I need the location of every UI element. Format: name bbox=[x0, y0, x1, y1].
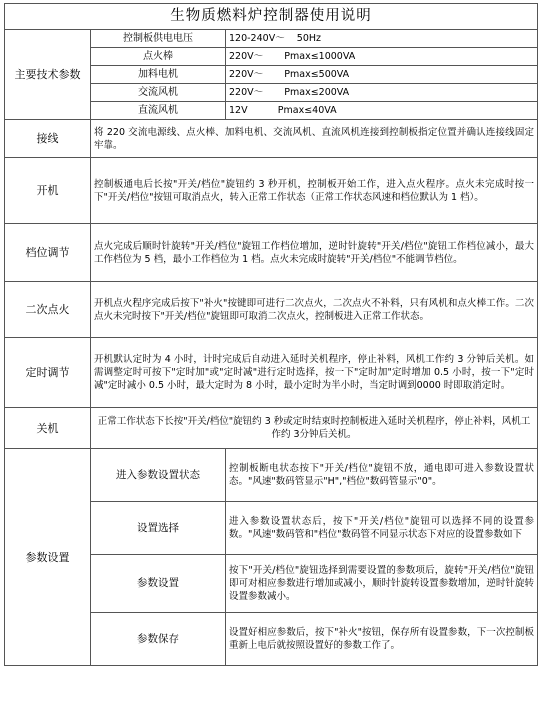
section-text: 开机默认定时为 4 小时，计时完成后自动进入延时关机程序，停止补料，风机工作约 3 分钟后关机。如需调整定时可按下"定时加"或"定时减"进行定时选择，按一下"定时加"定时增加 0.5 小时，按一下"定时减"定时减小 0.5 小时，最大定时为 8 小时，最小定时为半小时，当定时调到0000 时即取消定时。 bbox=[91, 338, 538, 408]
spec-name: 加料电机 bbox=[91, 66, 226, 84]
params-label: 参数设置 bbox=[5, 449, 91, 666]
section-label: 档位调节 bbox=[5, 224, 91, 282]
spec-name: 交流风机 bbox=[91, 84, 226, 102]
param-text: 按下"开关/档位"旋钮选择到需要设置的参数项后，旋转"开关/档位"旋钮即可对相应参数进行增加或减小，顺时针旋转设置参数增加，逆时针旋转设置参数减小。 bbox=[226, 555, 538, 613]
section-text: 控制板通电后长按"开关/档位"旋钮约 3 秒开机，控制板开始工作，进入点火程序。点火未完成时按一下"开关/档位"按钮可取消点火，转入正常工作状态（正常工作状态风速和档位默认为 1 档）。 bbox=[91, 158, 538, 224]
section-text: 正常工作状态下长按"开关/档位"旋钮约 3 秒或定时结束时控制板进入延时关机程序，停止补料，风机工作约 3分钟后关机。 bbox=[91, 408, 538, 449]
spec-name: 控制板供电电压 bbox=[91, 30, 226, 48]
spec-name: 点火棒 bbox=[91, 48, 226, 66]
section-label: 接线 bbox=[5, 120, 91, 158]
section-row bbox=[5, 408, 538, 449]
param-text: 进入参数设置状态后，按下"开关/档位"旋钮可以选择不同的设置参数。"风速"数码管和"档位"数码管不同显示状态下对应的设置参数如下 bbox=[226, 502, 538, 555]
param-row bbox=[5, 449, 538, 502]
section-row bbox=[5, 224, 538, 282]
spec-value: 220V～ Pmax≤200VA bbox=[226, 84, 538, 102]
section-label: 定时调节 bbox=[5, 338, 91, 408]
section-label: 关机 bbox=[5, 408, 91, 449]
section-row bbox=[5, 120, 538, 158]
param-text: 控制板断电状态按下"开关/档位"旋钮不放，通电即可进入参数设置状态。"风速"数码管显示"H","档位"数码管显示"0"。 bbox=[226, 449, 538, 502]
spec-name: 直流风机 bbox=[91, 102, 226, 120]
param-name: 参数设置 bbox=[91, 555, 226, 613]
section-label: 二次点火 bbox=[5, 282, 91, 338]
param-text: 设置好相应参数后，按下"补火"按钮，保存所有设置参数，下一次控制板重新上电后就按照设置好的参数工作了。 bbox=[226, 613, 538, 666]
param-name: 参数保存 bbox=[91, 613, 226, 666]
spec-value: 220V～ Pmax≤500VA bbox=[226, 66, 538, 84]
spec-value: 12V Pmax≤40VA bbox=[226, 102, 538, 120]
spec-row bbox=[5, 30, 538, 48]
spec-value: 220V～ Pmax≤1000VA bbox=[226, 48, 538, 66]
section-row bbox=[5, 158, 538, 224]
section-label: 开机 bbox=[5, 158, 91, 224]
spec-value: 120-240V～ 50Hz bbox=[226, 30, 538, 48]
param-name: 进入参数设置状态 bbox=[91, 449, 226, 502]
section-text: 点火完成后顺时针旋转"开关/档位"旋钮工作档位增加，逆时针旋转"开关/档位"旋钮工作档位减小，最大工作档位为 5 档，最小工作档位为 1 档。点火未完成时旋转"开关/档位"不能调节档位。 bbox=[91, 224, 538, 282]
section-row bbox=[5, 282, 538, 338]
section-row bbox=[5, 338, 538, 408]
specs-label: 主要技术参数 bbox=[5, 30, 91, 120]
manual-table bbox=[4, 3, 538, 666]
page-title: 生物质燃料炉控制器使用说明 bbox=[5, 4, 538, 30]
section-text: 开机点火程序完成后按下"补火"按键即可进行二次点火，二次点火不补料，只有风机和点火棒工作。二次点火未完时按下"开关/档位"旋钮即可取消二次点火，控制板进入正常工作状态。 bbox=[91, 282, 538, 338]
param-name: 设置选择 bbox=[91, 502, 226, 555]
section-text: 将 220 交流电源线、点火棒、加料电机、交流风机、直流风机连接到控制板指定位置并确认连接线固定牢靠。 bbox=[91, 120, 538, 158]
